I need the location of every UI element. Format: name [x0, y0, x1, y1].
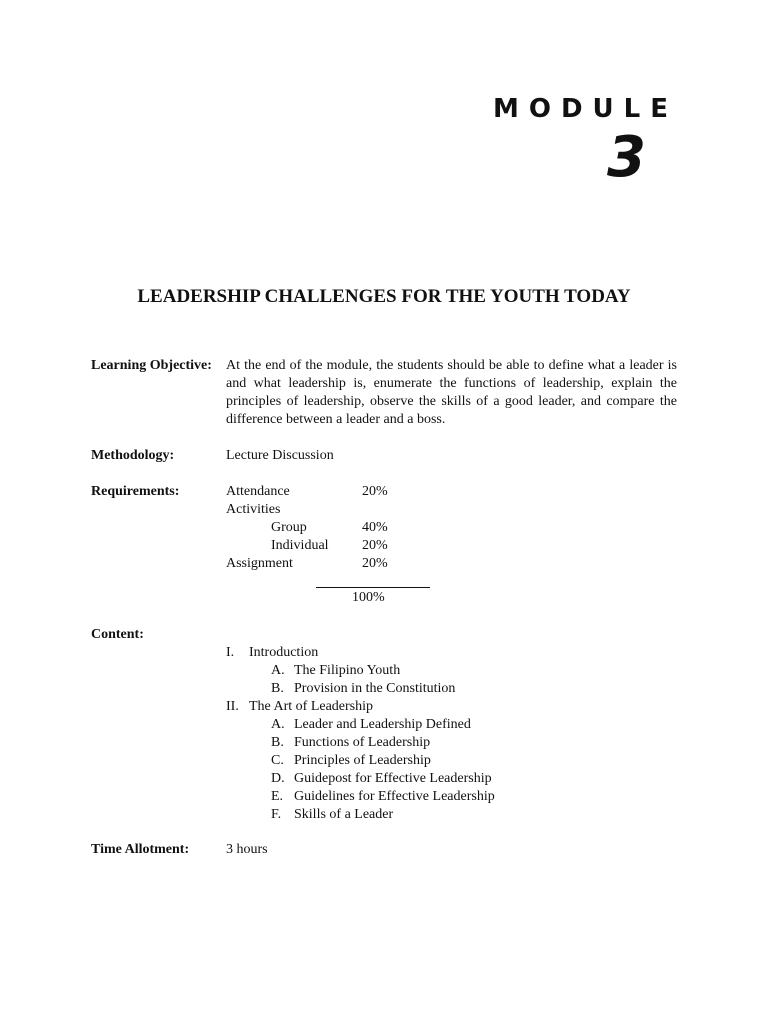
learning-objective-text: At the end of the module, the students should be able to define what a leader is and what leadership is, enumerate the functions of leadership, explain the principles of leadership, observe the skills of a good leader, and compare the difference between a leader and a boss.	[226, 358, 677, 427]
requirement-percent: 40%	[362, 520, 388, 535]
requirement-percent: 20%	[362, 556, 388, 571]
time-allotment-label: Time Allotment:	[91, 842, 190, 857]
content-item	[271, 734, 431, 752]
content-item	[271, 806, 394, 824]
requirement-name: Individual	[271, 538, 329, 553]
module-number: 3	[607, 125, 646, 190]
item-letter: B.	[271, 681, 284, 696]
content-item	[271, 752, 431, 770]
item-letter: B.	[271, 735, 284, 750]
content-item	[271, 680, 456, 698]
requirement-percent: 20%	[362, 484, 388, 499]
time-allotment-text: 3 hours	[226, 842, 268, 857]
requirement-name: Group	[271, 520, 307, 535]
methodology-label: Methodology:	[91, 448, 175, 463]
section-title: Introduction	[249, 645, 319, 660]
requirements-label: Requirements:	[91, 484, 180, 499]
content-item	[271, 662, 401, 680]
content-item	[271, 788, 495, 806]
content-section-1	[226, 644, 319, 662]
item-letter: A.	[271, 663, 285, 678]
section-title: The Art of Leadership	[249, 699, 374, 714]
item-text: Guidelines for Effective Leadership	[294, 789, 495, 804]
item-text: Principles of Leadership	[294, 753, 431, 768]
section-number: I.	[226, 645, 235, 660]
requirement-name: Assignment	[226, 556, 293, 571]
item-letter: A.	[271, 717, 285, 732]
section-number: II.	[226, 699, 239, 714]
item-letter: F.	[271, 807, 282, 822]
methodology-text: Lecture Discussion	[226, 448, 334, 463]
requirement-name: Attendance	[226, 484, 290, 499]
content-item	[271, 770, 492, 788]
content-label: Content:	[91, 627, 144, 642]
module-heading: MODULE	[493, 94, 678, 124]
document-title: LEADERSHIP CHALLENGES FOR THE YOUTH TODAY	[137, 286, 631, 307]
item-text: Skills of a Leader	[294, 807, 394, 822]
item-text: Provision in the Constitution	[294, 681, 456, 696]
total-divider	[316, 587, 430, 588]
item-letter: E.	[271, 789, 284, 804]
item-text: Functions of Leadership	[294, 735, 431, 750]
item-text: The Filipino Youth	[294, 663, 401, 678]
content-item	[271, 716, 471, 734]
item-text: Leader and Leadership Defined	[294, 717, 471, 732]
item-letter: D.	[271, 771, 285, 786]
item-text: Guidepost for Effective Leadership	[294, 771, 492, 786]
learning-objective-label: Learning Objective:	[91, 358, 212, 373]
content-section-2	[226, 698, 374, 716]
requirement-name: Activities	[226, 502, 281, 517]
requirements-total: 100%	[352, 590, 385, 605]
item-letter: C.	[271, 753, 284, 768]
requirement-percent: 20%	[362, 538, 388, 553]
